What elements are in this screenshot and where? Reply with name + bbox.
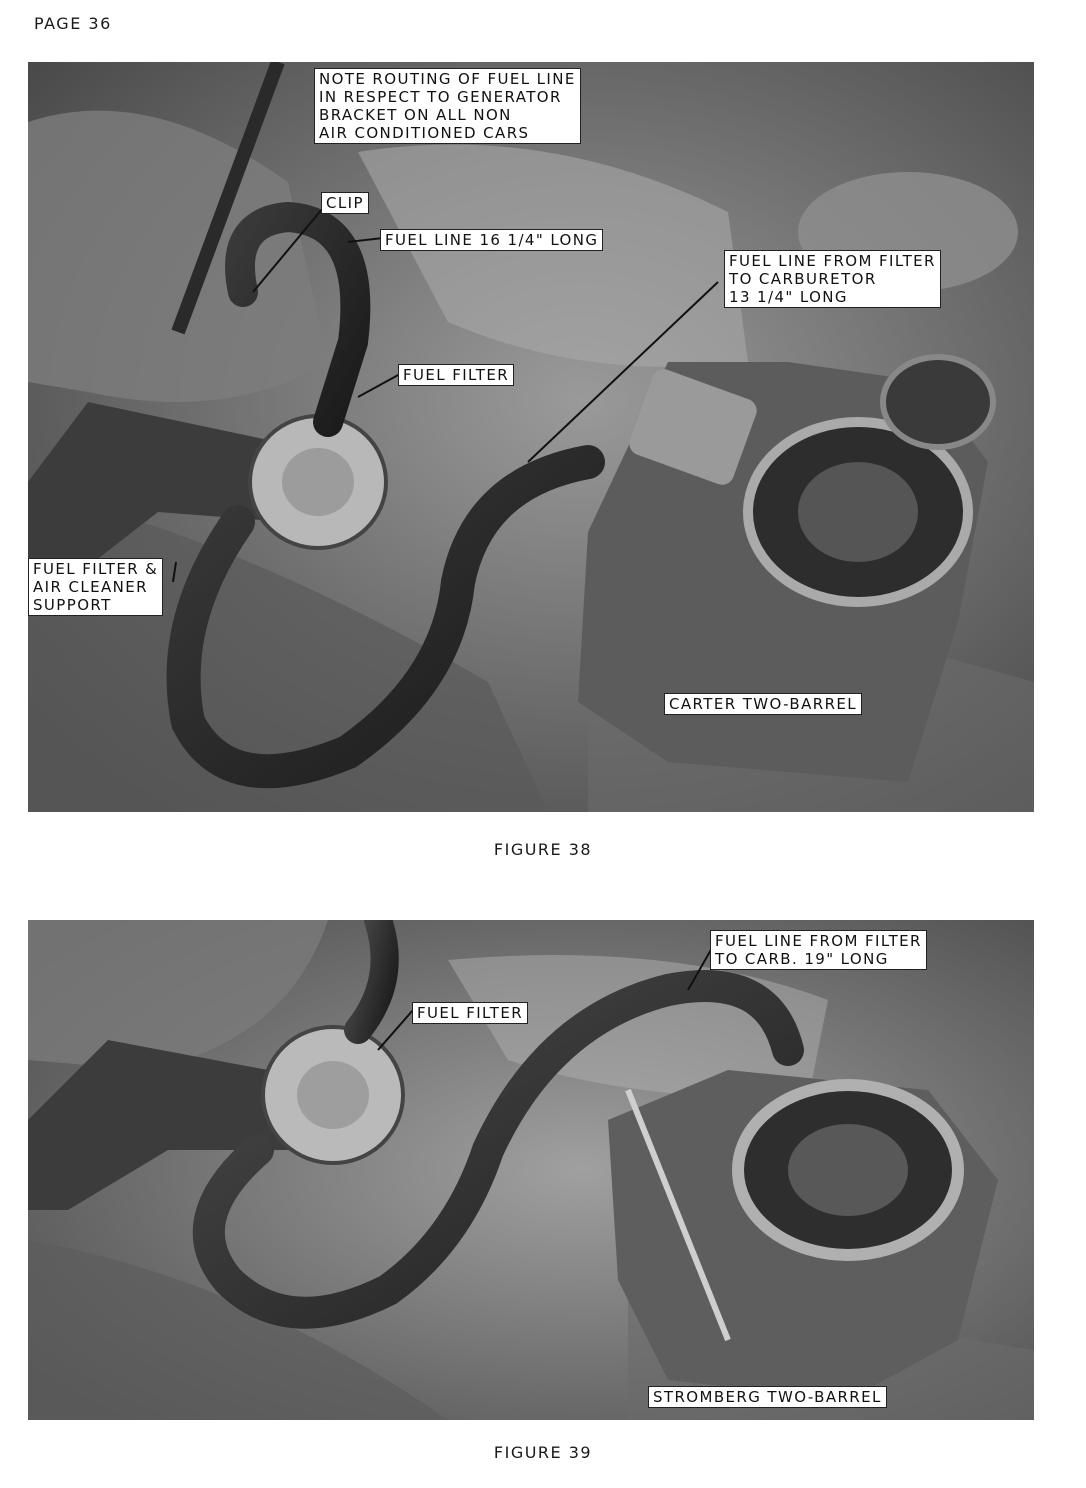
label-filter-to-carburetor: FUEL LINE FROM FILTER TO CARBURETOR 13 1/4" LONG <box>724 250 941 308</box>
label-note-routing: NOTE ROUTING OF FUEL LINE IN RESPECT TO GENERATOR BRACKET ON ALL NON AIR CONDITIONED CARS <box>314 68 581 144</box>
label-fuel-filter: FUEL FILTER <box>412 1002 528 1024</box>
label-carter-carburetor: CARTER TWO-BARREL <box>664 693 862 715</box>
label-fuel-line-length: FUEL LINE 16 1/4" LONG <box>380 229 603 251</box>
engine-photo-39 <box>28 920 1034 1420</box>
label-fuel-filter: FUEL FILTER <box>398 364 514 386</box>
figure-39-caption: FIGURE 39 <box>493 1443 593 1462</box>
figure-38-photo <box>28 62 1034 812</box>
page-number: PAGE 36 <box>34 14 112 33</box>
figure-39-photo <box>28 920 1034 1420</box>
figure-38-caption: FIGURE 38 <box>493 840 593 859</box>
label-filter-support: FUEL FILTER & AIR CLEANER SUPPORT <box>28 558 163 616</box>
label-stromberg-carburetor: STROMBERG TWO-BARREL <box>648 1386 887 1408</box>
engine-photo-38 <box>28 62 1034 812</box>
label-filter-to-carb: FUEL LINE FROM FILTER TO CARB. 19" LONG <box>710 930 927 970</box>
label-clip: CLIP <box>321 192 369 214</box>
